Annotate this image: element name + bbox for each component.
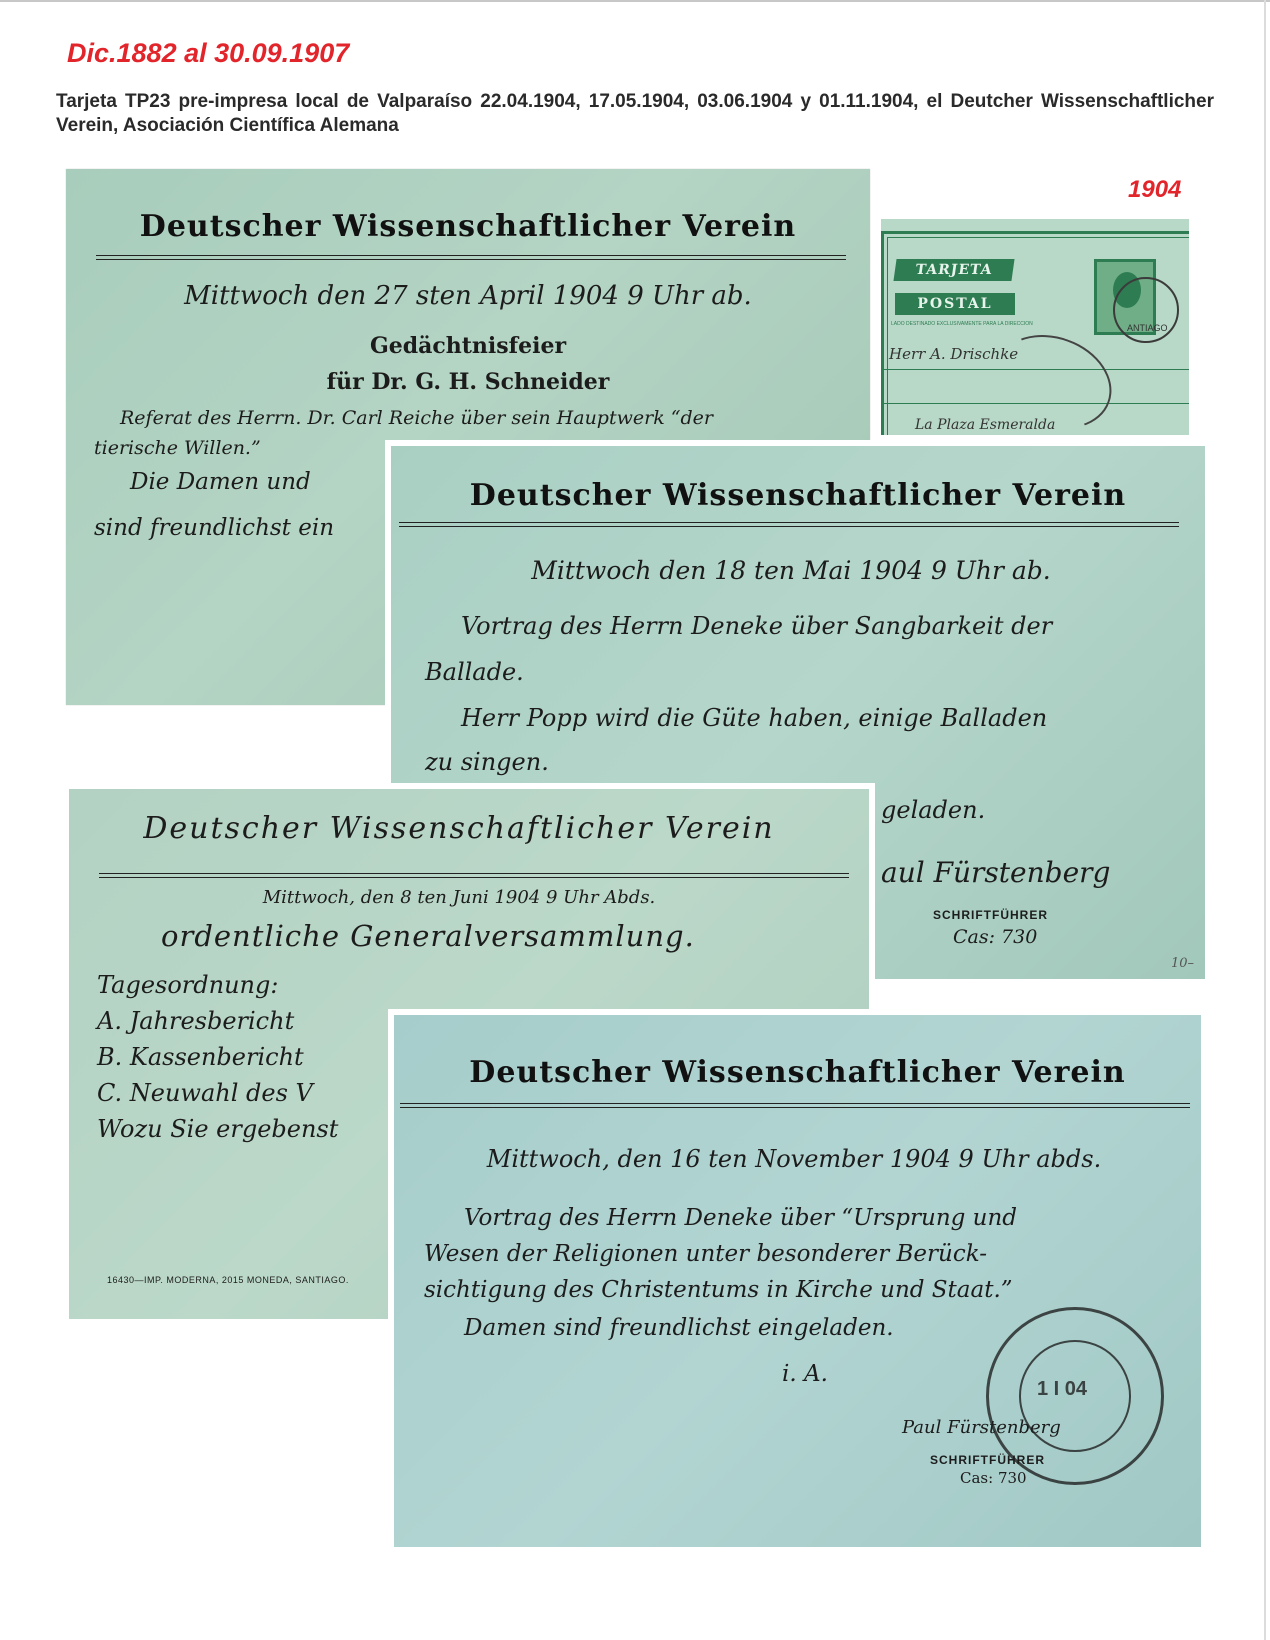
date-line: Mittwoch, den 16 ten November 1904 9 Uhr abds.: [486, 1145, 1102, 1173]
agenda-item: B. Kassenbericht: [97, 1043, 304, 1071]
agenda-item: A. Jahresbericht: [97, 1007, 295, 1035]
postmark-seal-icon: [986, 1307, 1164, 1485]
signature: aul Fürstenberg: [881, 856, 1111, 889]
body-line: Ballade.: [425, 658, 524, 686]
card-november: [394, 1015, 1201, 1547]
body-line: sind freundlichst ein: [94, 515, 335, 541]
body-line: sichtigung des Christentums in Kirche und Staat.”: [424, 1277, 1013, 1303]
event-line: ordentliche Generalversammlung.: [161, 919, 695, 953]
role-label: SCHRIFTFÜHRER: [930, 1453, 1045, 1467]
card-title: Deutscher Wissenschaftlicher Verein: [139, 209, 797, 244]
pencil-note: 10–: [1171, 956, 1195, 971]
period-title: Dic.1882 al 30.09.1907: [67, 38, 350, 68]
postal-banner-top: TARJETA: [893, 259, 1014, 281]
double-rule: [96, 255, 846, 260]
address-line: La Plaza Esmeralda: [915, 417, 1056, 433]
body-line: zu singen.: [425, 748, 549, 776]
body-line: Die Damen und: [130, 469, 311, 495]
postmark-circle: [1113, 277, 1179, 343]
right-rule: [1264, 0, 1266, 1640]
postal-fine-print: LADO DESTINADO EXCLUSIVAMENTE PARA LA DIRECCION: [891, 321, 1033, 327]
date-line: Mittwoch den 27 sten April 1904 9 Uhr ab.: [184, 281, 752, 311]
event-line: für Dr. G. H. Schneider: [326, 369, 610, 395]
agenda-heading: Tagesordnung:: [97, 971, 279, 999]
signature: Paul Fürstenberg: [902, 1417, 1061, 1438]
box-number: Cas: 730: [953, 926, 1038, 948]
card-title: Deutscher Wissenschaftlicher Verein: [469, 1055, 1126, 1090]
body-line: geladen.: [881, 796, 986, 824]
date-line: Mittwoch, den 8 ten Juni 1904 9 Uhr Abds.: [262, 887, 656, 908]
ia-line: i. A.: [782, 1361, 828, 1387]
address-line: Herr A. Drischke: [889, 345, 1019, 363]
box-number: Cas: 730: [960, 1469, 1027, 1487]
body-line: tierische Willen.”: [94, 437, 261, 459]
postmark-date: 1 I 04: [1037, 1378, 1088, 1400]
date-line: Mittwoch den 18 ten Mai 1904 9 Uhr ab.: [531, 556, 1051, 585]
role-label: SCHRIFTFÜHRER: [933, 908, 1048, 922]
card-title: Deutscher Wissenschaftlicher Verein: [143, 811, 775, 846]
body-line: Wesen der Religionen unter besonderer Berück-: [424, 1241, 988, 1267]
closing-line: Wozu Sie ergebenst: [97, 1115, 339, 1143]
double-rule: [99, 873, 849, 878]
body-line: Vortrag des Herrn Deneke über “Ursprung und: [464, 1205, 1018, 1231]
body-line: Herr Popp wird die Güte haben, einige Balladen: [461, 704, 1048, 732]
double-rule: [399, 522, 1179, 527]
page-description: Tarjeta TP23 pre-impresa local de Valparaíso 22.04.1904, 17.05.1904, 03.06.1904 y 01.11.1904, el Deutcher Wissenschaftlicher Verein, Asociación Científica Alemana: [56, 91, 1214, 136]
postal-banner-bottom: POSTAL: [895, 293, 1015, 315]
top-rule: [0, 0, 1270, 2]
body-line: Referat des Herrn. Dr. Carl Reiche über sein Hauptwerk “der: [120, 407, 713, 429]
body-line: Damen sind freundlichst eingeladen.: [464, 1315, 894, 1341]
double-rule: [400, 1103, 1190, 1108]
printer-imprint: 16430—IMP. MODERNA, 2015 MONEDA, SANTIAGO.: [107, 1275, 349, 1285]
body-line: Vortrag des Herrn Deneke über Sangbarkeit der: [461, 612, 1053, 640]
event-line: Gedächtnisfeier: [369, 333, 567, 359]
agenda-item: C. Neuwahl des V: [97, 1079, 313, 1107]
postmark-text: ANTIAGO: [1127, 323, 1168, 333]
card-title: Deutscher Wissenschaftlicher Verein: [469, 478, 1127, 513]
year-label: 1904: [1128, 176, 1182, 203]
postal-card-address-side: [881, 219, 1189, 435]
